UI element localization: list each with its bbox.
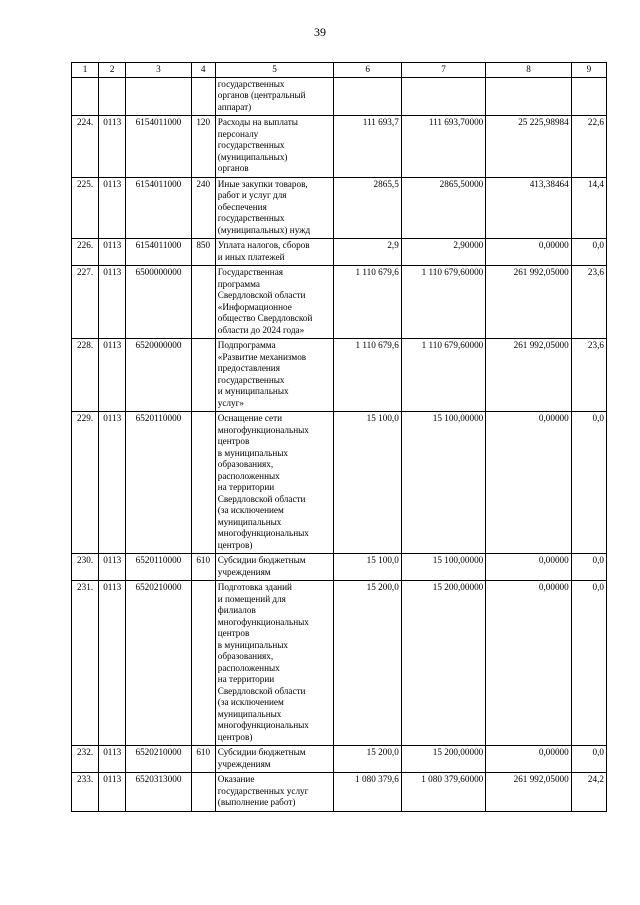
expense-type-cell <box>191 412 215 554</box>
row-number-cell <box>72 77 99 116</box>
target-item-cell: 6520000000 <box>126 339 191 412</box>
column-header-9: 9 <box>571 63 606 78</box>
executed-amount-cell: 0,00000 <box>486 239 571 266</box>
percent-cell: 23,6 <box>571 266 606 339</box>
target-item-cell: 6520110000 <box>126 412 191 554</box>
planned-amount-cell: 15 100,0 <box>334 554 401 581</box>
executed-amount-cell: 261 992,05000 <box>486 773 571 812</box>
section-code-cell: 0113 <box>99 239 126 266</box>
approved-amount-cell: 1 080 379,60000 <box>401 773 485 812</box>
target-item-cell: 6520210000 <box>126 746 191 773</box>
expense-type-cell <box>191 339 215 412</box>
row-number-cell: 229. <box>72 412 99 554</box>
column-header-1: 1 <box>72 63 99 78</box>
planned-amount-cell: 111 693,7 <box>334 116 401 178</box>
percent-cell: 0,0 <box>571 239 606 266</box>
approved-amount-cell: 1 110 679,60000 <box>401 339 485 412</box>
row-number-cell: 225. <box>72 177 99 239</box>
table-row <box>72 773 607 812</box>
planned-amount-cell: 1 110 679,6 <box>334 339 401 412</box>
approved-amount-cell: 1 110 679,60000 <box>401 266 485 339</box>
section-code-cell: 0113 <box>99 412 126 554</box>
expense-type-cell: 610 <box>191 554 215 581</box>
section-code-cell: 0113 <box>99 116 126 178</box>
column-header-3: 3 <box>126 63 191 78</box>
table-row <box>72 581 607 746</box>
row-number-cell: 226. <box>72 239 99 266</box>
page-number: 39 <box>314 25 326 39</box>
column-header-7: 7 <box>401 63 485 78</box>
item-name-cell: Государственная программа Свердловской области «Информационное общество Свердловской области до 2024 года» <box>215 266 334 339</box>
percent-cell: 0,0 <box>571 581 606 746</box>
expense-type-cell: 120 <box>191 116 215 178</box>
row-number-cell: 228. <box>72 339 99 412</box>
expense-type-cell <box>191 77 215 116</box>
column-header-8: 8 <box>486 63 571 78</box>
column-header-2: 2 <box>99 63 126 78</box>
section-code-cell: 0113 <box>99 554 126 581</box>
approved-amount-cell: 2,90000 <box>401 239 485 266</box>
executed-amount-cell: 413,38464 <box>486 177 571 239</box>
section-code-cell: 0113 <box>99 266 126 339</box>
section-code-cell: 0113 <box>99 581 126 746</box>
table-row <box>72 177 607 239</box>
item-name-cell: Подпрограмма «Развитие механизмов предоставления государственных и муниципальных услуг» <box>215 339 334 412</box>
row-number-cell: 230. <box>72 554 99 581</box>
section-code-cell: 0113 <box>99 177 126 239</box>
item-name-cell: Субсидии бюджетным учреждениям <box>215 746 334 773</box>
approved-amount-cell <box>401 77 485 116</box>
approved-amount-cell: 15 200,00000 <box>401 746 485 773</box>
expense-type-cell: 240 <box>191 177 215 239</box>
target-item-cell: 6520313000 <box>126 773 191 812</box>
approved-amount-cell: 15 100,00000 <box>401 554 485 581</box>
item-name-cell: государственных органов (центральный аппарат) <box>215 77 334 116</box>
percent-cell: 23,6 <box>571 339 606 412</box>
item-name-cell: Расходы на выплаты персоналу государственных (муниципальных) органов <box>215 116 334 178</box>
target-item-cell: 6500000000 <box>126 266 191 339</box>
table-body <box>72 77 607 811</box>
target-item-cell: 6154011000 <box>126 177 191 239</box>
table-row <box>72 266 607 339</box>
planned-amount-cell: 2865,5 <box>334 177 401 239</box>
percent-cell: 0,0 <box>571 412 606 554</box>
column-header-6: 6 <box>334 63 401 78</box>
section-code-cell <box>99 77 126 116</box>
section-code-cell: 0113 <box>99 773 126 812</box>
executed-amount-cell: 0,00000 <box>486 746 571 773</box>
executed-amount-cell <box>486 77 571 116</box>
item-name-cell: Субсидии бюджетным учреждениям <box>215 554 334 581</box>
percent-cell: 22,6 <box>571 116 606 178</box>
target-item-cell: 6154011000 <box>126 239 191 266</box>
row-number-cell: 224. <box>72 116 99 178</box>
table-header-row <box>72 63 607 78</box>
item-name-cell: Уплата налогов, сборов и иных платежей <box>215 239 334 266</box>
table-row <box>72 116 607 178</box>
expense-type-cell <box>191 581 215 746</box>
target-item-cell: 6520110000 <box>126 554 191 581</box>
approved-amount-cell: 111 693,70000 <box>401 116 485 178</box>
percent-cell <box>571 77 606 116</box>
percent-cell: 0,0 <box>571 554 606 581</box>
executed-amount-cell: 261 992,05000 <box>486 339 571 412</box>
percent-cell: 24,2 <box>571 773 606 812</box>
percent-cell: 14,4 <box>571 177 606 239</box>
approved-amount-cell: 15 100,00000 <box>401 412 485 554</box>
executed-amount-cell: 0,00000 <box>486 412 571 554</box>
item-name-cell: Подготовка зданий и помещений для филиалов многофункциональных центров в муниципальных образованиях, расположенных на территории Свердловской области (за исключением муниципальных многофункциональных центров) <box>215 581 334 746</box>
executed-amount-cell: 261 992,05000 <box>486 266 571 339</box>
approved-amount-cell: 15 200,00000 <box>401 581 485 746</box>
planned-amount-cell: 1 080 379,6 <box>334 773 401 812</box>
executed-amount-cell: 0,00000 <box>486 554 571 581</box>
planned-amount-cell: 15 100,0 <box>334 412 401 554</box>
table-row <box>72 412 607 554</box>
expense-type-cell <box>191 266 215 339</box>
item-name-cell: Оснащение сети многофункциональных центров в муниципальных образованиях, расположенных на территории Свердловской области (за исключением муниципальных многофункциональных центров) <box>215 412 334 554</box>
target-item-cell: 6520210000 <box>126 581 191 746</box>
target-item-cell <box>126 77 191 116</box>
section-code-cell: 0113 <box>99 339 126 412</box>
table-row <box>72 77 607 116</box>
table-row <box>72 554 607 581</box>
row-number-cell: 227. <box>72 266 99 339</box>
expense-type-cell: 610 <box>191 746 215 773</box>
executed-amount-cell: 0,00000 <box>486 581 571 746</box>
table-row <box>72 339 607 412</box>
item-name-cell: Оказание государственных услуг (выполнение работ) <box>215 773 334 812</box>
row-number-cell: 231. <box>72 581 99 746</box>
planned-amount-cell: 15 200,0 <box>334 746 401 773</box>
row-number-cell: 232. <box>72 746 99 773</box>
section-code-cell: 0113 <box>99 746 126 773</box>
approved-amount-cell: 2865,50000 <box>401 177 485 239</box>
expense-type-cell: 850 <box>191 239 215 266</box>
percent-cell: 0,0 <box>571 746 606 773</box>
expense-type-cell <box>191 773 215 812</box>
table-row <box>72 239 607 266</box>
item-name-cell: Иные закупки товаров, работ и услуг для обеспечения государственных (муниципальных) нужд <box>215 177 334 239</box>
table-row <box>72 746 607 773</box>
planned-amount-cell <box>334 77 401 116</box>
column-header-4: 4 <box>191 63 215 78</box>
target-item-cell: 6154011000 <box>126 116 191 178</box>
planned-amount-cell: 1 110 679,6 <box>334 266 401 339</box>
row-number-cell: 233. <box>72 773 99 812</box>
column-header-5: 5 <box>215 63 334 78</box>
executed-amount-cell: 25 225,98984 <box>486 116 571 178</box>
budget-table <box>71 62 607 812</box>
planned-amount-cell: 2,9 <box>334 239 401 266</box>
planned-amount-cell: 15 200,0 <box>334 581 401 746</box>
